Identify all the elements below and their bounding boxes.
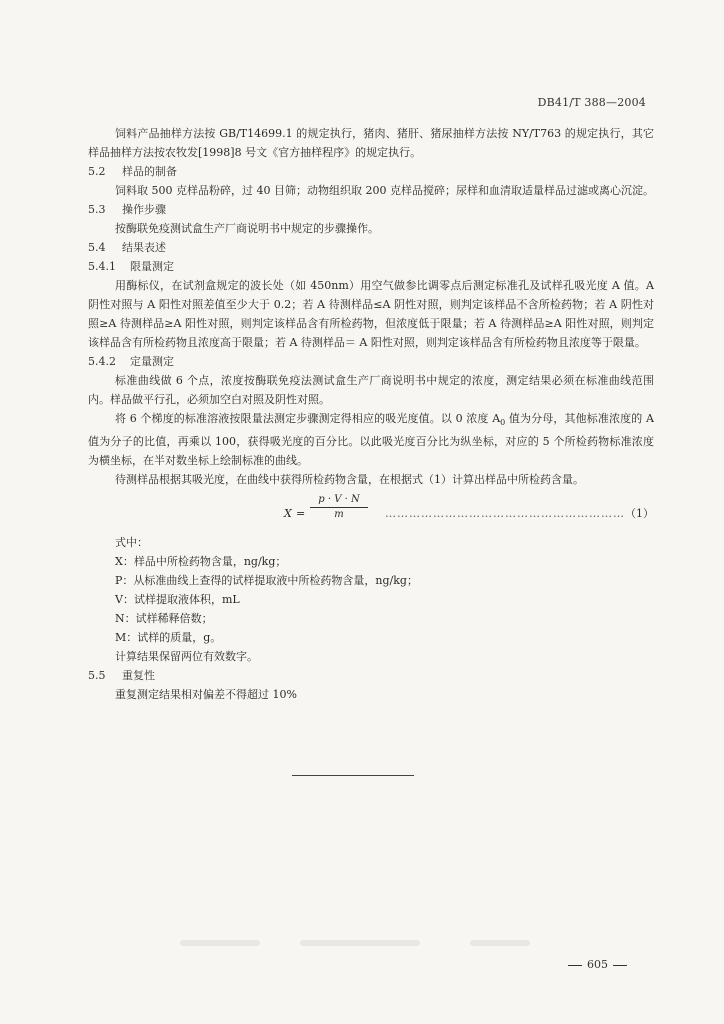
section-title: 样品的制备 <box>122 165 177 178</box>
formula-denominator: m <box>334 509 344 521</box>
section-number: 5.2 <box>88 165 106 178</box>
subscript-zero: 0 <box>500 418 506 428</box>
section-title: 结果表述 <box>122 241 166 254</box>
heading-5-3 <box>88 200 654 219</box>
standard-curve-paragraph: 标准曲线做 6 个点，浓度按酶联免疫法测试盒生产厂商说明书中规定的浓度，测定结果必须在标准曲线范围内。样品做平行孔，必须加空白对照及阴性对照。 <box>88 374 654 406</box>
dash-left <box>568 965 582 966</box>
definition-item: M：试样的质量，g。 <box>115 631 222 645</box>
formula-fraction <box>310 493 368 522</box>
gradient-text-b: 值为分母，其他标准浓度的 A 值为分子的比值，再乘以 100，获得吸光度的百分比。以此吸光度百分比为纵坐标，对应的 5 个所检药物标准浓度为横坐标，在半对数坐标上绘制标准的曲线。 <box>88 412 655 468</box>
limit-test-paragraph: 用酶标仪，在试剂盒规定的波长处（如 450nm）用空气做参比调零点后测定标准孔及试样孔吸光度 A 值。A 阴性对照与 A 阳性对照差值至少大于 0.2；若 A 待测样品≤A 阴性对照，则判定该样品不含所检药物；若 A 阴性对照≥A 待测样品≥A 阳性对照，则判定该样品含有所检药物，但浓度低于限量；若 A 待测样品≥A 阳性对照，则判定该样品含有所检药物且浓度高于限量；若 A 待测样品＝ A 阳性对照，则判定该样品含有所检药物且浓度等于限量。 <box>88 279 654 349</box>
page-number-text: 605 <box>587 958 608 971</box>
formula-equals: = <box>296 507 306 521</box>
formula-lhs: X <box>284 507 292 521</box>
heading-5-5 <box>88 666 654 685</box>
procedure-paragraph: 按酶联免疫测试盒生产厂商说明书中规定的步骤操作。 <box>115 222 379 235</box>
formula-leader-dots: …………………………………………………… <box>385 507 625 521</box>
significant-digits-note: 计算结果保留两位有效数字。 <box>115 650 258 664</box>
section-title: 操作步骤 <box>122 203 166 216</box>
definition-item: X：样品中所检药物含量，ng/kg； <box>115 555 287 569</box>
end-rule <box>292 775 414 776</box>
sample-calc-paragraph: 待测样品根据其吸光度，在曲线中获得所检药物含量，在根据式（1）计算出样品中所检药含量。 <box>115 473 584 487</box>
gradient-paragraph <box>88 409 654 470</box>
section-number: 5.3 <box>88 203 106 216</box>
standard-code: DB41/T 388—2004 <box>537 96 646 109</box>
heading-5-4-2 <box>88 352 654 371</box>
section-number: 5.4 <box>88 241 106 254</box>
formula-number: （1） <box>625 507 654 521</box>
dash-right <box>613 965 627 966</box>
variable-definitions <box>88 533 654 666</box>
page-number <box>563 958 632 971</box>
repeatability-paragraph: 重复测定结果相对偏差不得超过 10% <box>115 688 297 702</box>
heading-5-4-1 <box>88 257 654 276</box>
scan-artifact <box>470 940 530 946</box>
definition-item: V：试样提取液体积，mL <box>115 593 240 607</box>
scan-artifact <box>180 940 260 946</box>
document-body <box>88 124 654 704</box>
section-title: 定量测定 <box>130 355 174 368</box>
definition-item: N：试样稀释倍数； <box>115 612 213 626</box>
heading-5-2 <box>88 162 654 181</box>
heading-5-4 <box>88 238 654 257</box>
sampling-paragraph: 饲料产品抽样方法按 GB/T14699.1 的规定执行，猪肉、猪肝、猪尿抽样方法按 NY/T763 的规定执行，其它样品抽样方法按农牧发[1998]8 号文《官方抽样程序》的规定执行。 <box>88 127 654 159</box>
section-number: 5.4.1 <box>88 260 116 273</box>
section-title: 重复性 <box>122 669 155 683</box>
scan-artifact <box>300 940 420 946</box>
section-number: 5.4.2 <box>88 355 116 368</box>
formula-1 <box>88 491 654 531</box>
definitions-intro: 式中： <box>115 536 148 550</box>
section-title: 限量测定 <box>130 260 174 273</box>
definition-item: P：从标准曲线上查得的试样提取液中所检药物含量，ng/kg； <box>115 574 418 588</box>
section-number: 5.5 <box>88 669 106 683</box>
sample-prep-paragraph: 饲料取 500 克样品粉碎，过 40 目筛；动物组织取 200 克样品搅碎；尿样和血清取适量样品过滤或离心沉淀。 <box>115 184 654 197</box>
gradient-text-a: 将 6 个梯度的标准溶液按限量法测定步骤测定得相应的吸光度值。以 0 浓度 A <box>115 412 501 425</box>
formula-numerator: p · V · N <box>310 493 368 508</box>
